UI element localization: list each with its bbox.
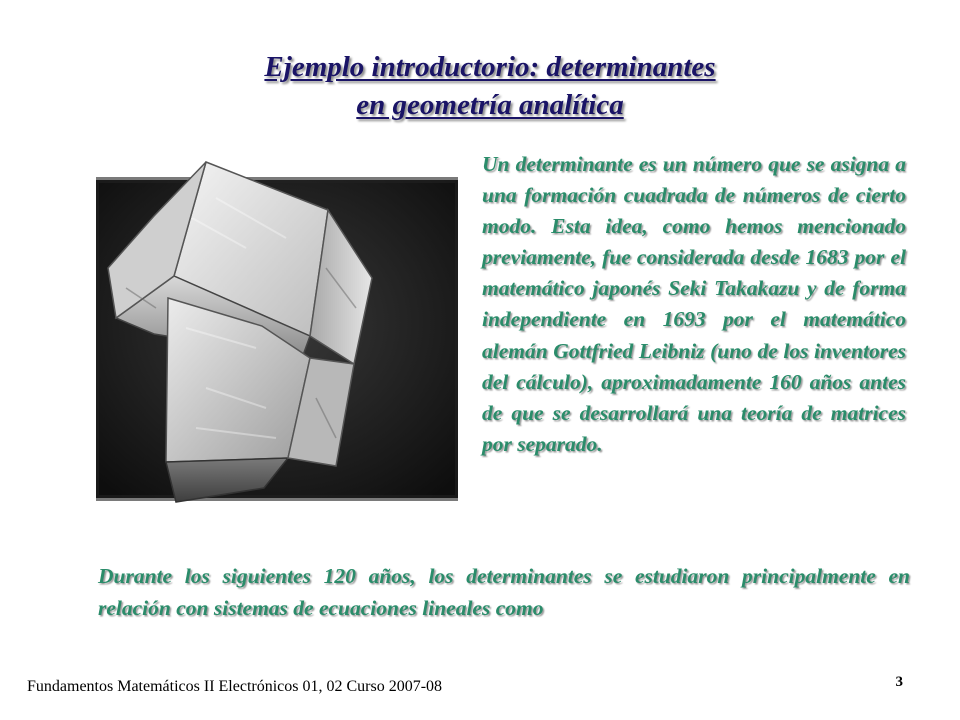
footer-course: Fundamentos Matemáticos II Electrónicos 01, 02 Curso 2007-08: [27, 678, 443, 695]
title-line-1: Ejemplo introductorio: determinantes: [264, 51, 716, 83]
crystal-rhombohedron-icon: [96, 158, 458, 510]
crystal-figure: [96, 158, 458, 510]
paragraph-linear-systems: Durante los siguientes 120 años, los determinantes se estudiaron principalmente en relación con sistemas de ecuaciones lineales como: [98, 564, 910, 620]
page-number: 3: [895, 674, 903, 690]
slide-title: [180, 48, 800, 124]
paragraph-determinant-history: Un determinante es un número que se asigna a una formación cuadrada de números de cierto modo. Esta idea, como hemos mencionado previamente, fue considerada desde 1683 por el matemático japonés Seki Takakazu y de forma independiente en 1693 por el matemático alemán Gottfried Leibniz (uno de los inventores del cálculo), aproximadamente 160 años antes de que se desarrollará una teoría de matrices por separado.: [482, 152, 906, 456]
title-line-2: en geometría analítica: [356, 89, 624, 121]
